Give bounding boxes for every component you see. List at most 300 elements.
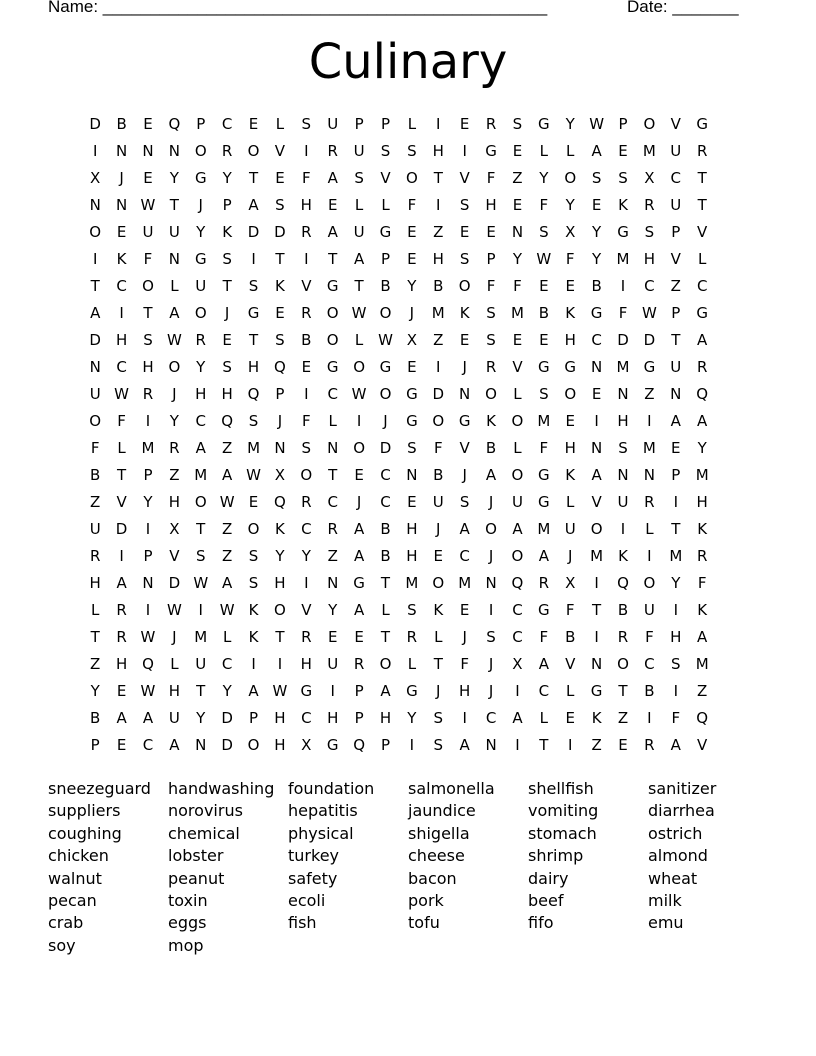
grid-letter: A [353,520,365,538]
grid-letter: F [539,628,549,646]
grid-letter: W [351,304,367,322]
word-bank-item: toxin [168,890,208,910]
grid-letter: C [696,277,708,295]
grid-letter: Y [196,358,206,376]
grid-letter: C [644,655,655,673]
grid-letter: P [380,736,391,754]
grid-letter: X [169,520,180,538]
grid-letter: R [116,628,127,646]
grid-letter: S [248,574,259,592]
grid-letter: E [591,196,602,214]
grid-letter: I [304,385,309,403]
grid-letter: C [327,493,338,511]
grid-letter: A [142,709,154,727]
grid-letter: B [617,601,629,619]
grid-letter: S [539,385,549,403]
grid-letter: J [488,493,494,511]
grid-letter: T [169,196,179,214]
grid-letter: O [247,520,260,538]
grid-letter: M [616,358,630,376]
grid-letter: E [407,250,417,268]
grid-letter: S [248,412,259,430]
grid-letter: S [486,628,496,646]
grid-letter: N [115,142,128,160]
grid-letter: T [380,574,391,592]
grid-letter: N [591,655,603,673]
grid-letter: H [274,709,286,727]
grid-letter: I [620,520,626,538]
grid-letter: G [696,115,708,133]
grid-letter: N [459,385,471,403]
grid-letter: O [485,520,497,538]
word-bank-item: chemical [168,823,240,843]
grid-letter: H [459,682,471,700]
grid-letter: K [275,520,285,538]
grid-letter: G [538,493,550,511]
word-bank-item: jaundice [408,801,476,821]
grid-letter: L [117,439,126,457]
grid-letter: E [565,709,575,727]
word-bank-item: tofu [408,913,440,933]
grid-letter: S [433,736,444,754]
grid-letter: B [116,115,127,133]
grid-row [82,543,742,570]
grid-letter: D [432,385,445,403]
grid-letter: U [168,223,180,241]
grid-letter: D [168,574,181,592]
grid-letter: L [381,196,390,214]
grid-letter: G [326,358,339,376]
grid-letter: N [617,385,629,403]
grid-letter: P [380,250,391,268]
grid-letter: T [433,169,443,187]
grid-letter: H [432,250,444,268]
grid-row [82,192,742,219]
grid-letter: W [114,385,129,403]
grid-letter: R [485,115,497,133]
grid-letter: N [591,439,603,457]
grid-letter: B [380,520,391,538]
grid-letter: P [671,304,681,322]
grid-letter: E [327,628,338,646]
grid-letter: E [433,547,444,565]
grid-letter: P [671,466,681,484]
grid-letter: L [407,655,417,673]
grid-letter: W [351,385,367,403]
grid-letter: A [485,466,497,484]
grid-letter: O [511,547,524,565]
grid-letter: O [247,736,260,754]
grid-letter: S [407,142,417,160]
grid-letter: P [275,385,285,403]
grid-letter: X [274,466,286,484]
grid-letter: J [172,385,177,403]
grid-letter: E [486,223,496,241]
grid-letter: H [564,439,576,457]
grid-letter: O [564,385,577,403]
grid-letter: U [670,142,682,160]
grid-letter: V [301,277,312,295]
grid-letter: F [565,250,575,268]
grid-letter: S [222,250,232,268]
grid-letter: H [89,574,101,592]
grid-letter: Z [90,655,101,673]
grid-letter: N [670,385,682,403]
grid-letter: O [247,142,260,160]
grid-letter: I [409,736,415,754]
grid-letter: U [89,385,101,403]
word-bank-item: ostrich [648,823,703,843]
grid-letter: G [590,682,603,700]
grid-letter: K [697,520,708,538]
grid-letter: J [409,304,415,322]
grid-letter: G [538,358,550,376]
grid-letter: O [458,277,471,295]
word-bank-item: hepatitis [288,801,358,821]
grid-letter: T [248,169,259,187]
grid-letter: I [304,142,309,160]
grid-letter: M [405,574,419,592]
grid-letter: I [198,601,203,619]
grid-letter: U [353,223,365,241]
grid-letter: W [219,493,235,511]
grid-letter: R [696,547,708,565]
grid-letter: K [116,250,127,268]
grid-letter: C [538,682,550,700]
word-bank-item: peanut [168,868,225,888]
grid-letter: Z [644,385,655,403]
word-bank-item: handwashing [168,779,275,798]
grid-letter: O [590,520,603,538]
grid-letter: I [436,358,441,376]
grid-letter: A [512,709,523,727]
grid-letter: O [300,466,313,484]
grid-letter: R [301,493,312,511]
grid-letter: P [380,115,391,133]
grid-letter: S [591,169,602,187]
grid-letter: P [486,250,496,268]
grid-letter: C [301,709,312,727]
grid-letter: S [433,709,444,727]
grid-letter: N [327,439,339,457]
word-search-grid [82,111,742,759]
grid-letter: A [169,304,180,322]
grid-letter: R [644,493,655,511]
grid-letter: E [512,331,523,349]
grid-letter: N [89,358,101,376]
grid-letter: K [222,223,233,241]
grid-letter: N [643,466,656,484]
grid-letter: H [379,709,392,727]
grid-letter: O [353,358,365,376]
grid-letter: R [116,601,127,619]
grid-letter: H [406,520,418,538]
grid-letter: G [194,169,207,187]
grid-row [82,489,742,516]
grid-letter: H [643,250,656,268]
grid-letter: S [459,196,470,214]
grid-letter: I [673,493,678,511]
grid-letter: O [405,169,418,187]
grid-letter: V [670,250,681,268]
grid-letter: F [302,169,311,187]
grid-letter: H [300,655,312,673]
grid-letter: N [274,439,286,457]
grid-letter: I [488,601,494,619]
grid-letter: C [644,277,655,295]
grid-letter: O [89,223,102,241]
grid-letter: M [194,466,208,484]
grid-letter: Q [696,385,709,403]
grid-letter: Q [353,736,365,754]
grid-letter: R [327,142,338,160]
grid-letter: C [380,466,391,484]
word-bank-item: stomach [528,823,597,843]
grid-letter: I [119,547,124,565]
grid-letter: J [436,520,441,538]
grid-letter: W [140,628,156,646]
grid-letter: P [222,196,232,214]
grid-letter: L [513,385,522,403]
grid-letter: K [433,601,444,619]
grid-letter: A [353,547,365,565]
grid-row [82,138,742,165]
grid-letter: H [115,331,128,349]
grid-letter: G [696,304,708,322]
grid-letter: W [272,682,288,700]
grid-letter: T [671,331,681,349]
word-bank-item: turkey [288,846,339,866]
grid-letter: A [169,736,180,754]
grid-letter: B [591,277,602,295]
grid-letter: P [354,709,364,727]
grid-letter: P [354,682,364,700]
grid-letter: E [591,385,602,403]
grid-letter: Y [143,493,153,511]
word-bank-item: safety [288,868,338,888]
grid-letter: I [436,115,441,133]
grid-letter: V [591,493,602,511]
grid-letter: I [647,709,652,727]
grid-letter: M [669,547,683,565]
grid-letter: R [169,439,180,457]
word-bank-item: mop [168,935,204,955]
grid-letter: G [538,601,550,619]
grid-letter: N [511,223,524,241]
grid-letter: I [647,412,652,430]
grid-letter: I [515,736,520,754]
word-bank-item: eggs [168,913,207,933]
grid-letter: N [115,196,128,214]
grid-letter: X [301,736,312,754]
grid-letter: I [251,655,256,673]
grid-letter: C [512,628,523,646]
grid-letter: T [275,628,285,646]
grid-letter: W [246,466,261,484]
grid-letter: X [512,655,523,673]
grid-letter: N [617,466,629,484]
grid-letter: F [539,439,549,457]
grid-letter: S [459,493,470,511]
grid-letter: A [116,574,127,592]
word-bank-item: vomiting [528,801,599,821]
grid-letter: N [406,466,418,484]
grid-letter: A [591,142,602,160]
grid-letter: E [275,169,285,187]
grid-letter: S [486,304,496,322]
grid-letter: T [117,466,127,484]
grid-letter: H [696,493,708,511]
grid-letter: R [485,358,497,376]
grid-letter: H [485,196,497,214]
grid-letter: S [618,169,628,187]
grid-letter: S [644,223,655,241]
grid-letter: Z [433,223,444,241]
grid-letter: Y [539,169,549,187]
grid-letter: O [564,169,577,187]
grid-letter: L [328,412,337,430]
grid-letter: S [539,223,549,241]
grid-letter: R [89,547,101,565]
grid-letter: J [198,196,203,214]
word-bank-item: lobster [168,846,224,866]
grid-letter: Y [169,412,179,430]
grid-letter: F [407,196,417,214]
grid-letter: I [647,547,652,565]
grid-letter: O [643,115,656,133]
grid-letter: U [670,358,682,376]
grid-row [82,381,742,408]
grid-letter: O [89,412,102,430]
grid-letter: T [380,628,391,646]
grid-letter: R [644,736,655,754]
grid-letter: I [515,682,520,700]
grid-letter: E [539,277,549,295]
grid-letter: G [538,115,550,133]
grid-letter: A [222,574,233,592]
word-bank-item: crab [48,913,84,933]
grid-letter: E [618,142,628,160]
grid-letter: D [89,115,101,133]
grid-row [82,435,742,462]
grid-letter: R [142,385,154,403]
grid-letter: G [326,277,339,295]
word-bank-item: shellfish [528,779,594,798]
grid-letter: T [328,466,338,484]
grid-letter: N [89,196,101,214]
grid-letter: W [166,601,182,619]
grid-letter: G [643,358,656,376]
grid-row [82,111,742,138]
grid-letter: L [381,601,390,619]
grid-letter: T [697,169,707,187]
grid-letter: K [618,196,628,214]
grid-letter: G [590,304,603,322]
word-bank-item: ecoli [288,890,326,910]
grid-letter: E [671,439,681,457]
grid-letter: V [116,493,127,511]
grid-letter: T [354,277,364,295]
grid-letter: E [116,682,127,700]
grid-letter: K [459,304,470,322]
grid-letter: L [539,709,549,727]
grid-letter: G [485,142,497,160]
grid-letter: H [221,385,233,403]
grid-letter: W [589,115,605,133]
grid-letter: O [168,358,181,376]
grid-letter: M [616,250,630,268]
grid-letter: P [249,709,259,727]
grid-letter: Z [169,466,180,484]
grid-letter: D [643,331,656,349]
grid-letter: Z [670,277,681,295]
grid-letter: P [143,547,153,565]
grid-letter: G [406,412,418,430]
word-bank-item: coughing [48,823,122,843]
grid-row [82,732,742,759]
grid-letter: Q [168,115,181,133]
word-bank [48,778,788,957]
grid-letter: B [538,304,549,322]
grid-letter: R [538,574,550,592]
grid-letter: R [406,628,418,646]
grid-letter: A [380,682,391,700]
grid-letter: Z [433,331,444,349]
grid-letter: H [274,736,286,754]
grid-letter: K [591,709,602,727]
grid-letter: W [193,574,209,592]
grid-letter: J [488,655,494,673]
word-bank-item: diarrhea [648,801,715,821]
grid-letter: J [277,412,283,430]
grid-letter: U [670,196,682,214]
grid-letter: L [513,439,522,457]
grid-letter: L [566,493,575,511]
grid-letter: E [512,196,523,214]
grid-letter: O [432,412,445,430]
grid-letter: Y [565,115,575,133]
grid-row [82,651,742,678]
grid-letter: I [92,250,98,268]
grid-letter: A [670,736,681,754]
grid-letter: F [513,277,522,295]
grid-letter: T [90,628,100,646]
grid-letter: F [645,628,654,646]
grid-letter: R [301,628,312,646]
grid-letter: G [538,466,550,484]
grid-letter: Q [511,574,524,592]
grid-letter: J [488,547,494,565]
grid-letter: A [512,520,523,538]
grid-letter: R [353,655,365,673]
grid-letter: G [564,358,577,376]
grid-letter: S [248,547,259,565]
grid-letter: N [485,736,497,754]
name-field-label: Name: _______________________________________________ [48,0,548,16]
grid-row [82,219,742,246]
grid-letter: M [537,412,551,430]
grid-letter: X [644,169,655,187]
grid-letter: U [195,277,207,295]
word-bank-item: salmonella [408,779,495,798]
grid-letter: I [251,250,256,268]
grid-row [82,597,742,624]
word-bank-item: almond [648,846,708,866]
grid-letter: R [327,520,338,538]
grid-letter: T [248,331,259,349]
grid-row [82,705,742,732]
grid-letter: I [92,142,98,160]
